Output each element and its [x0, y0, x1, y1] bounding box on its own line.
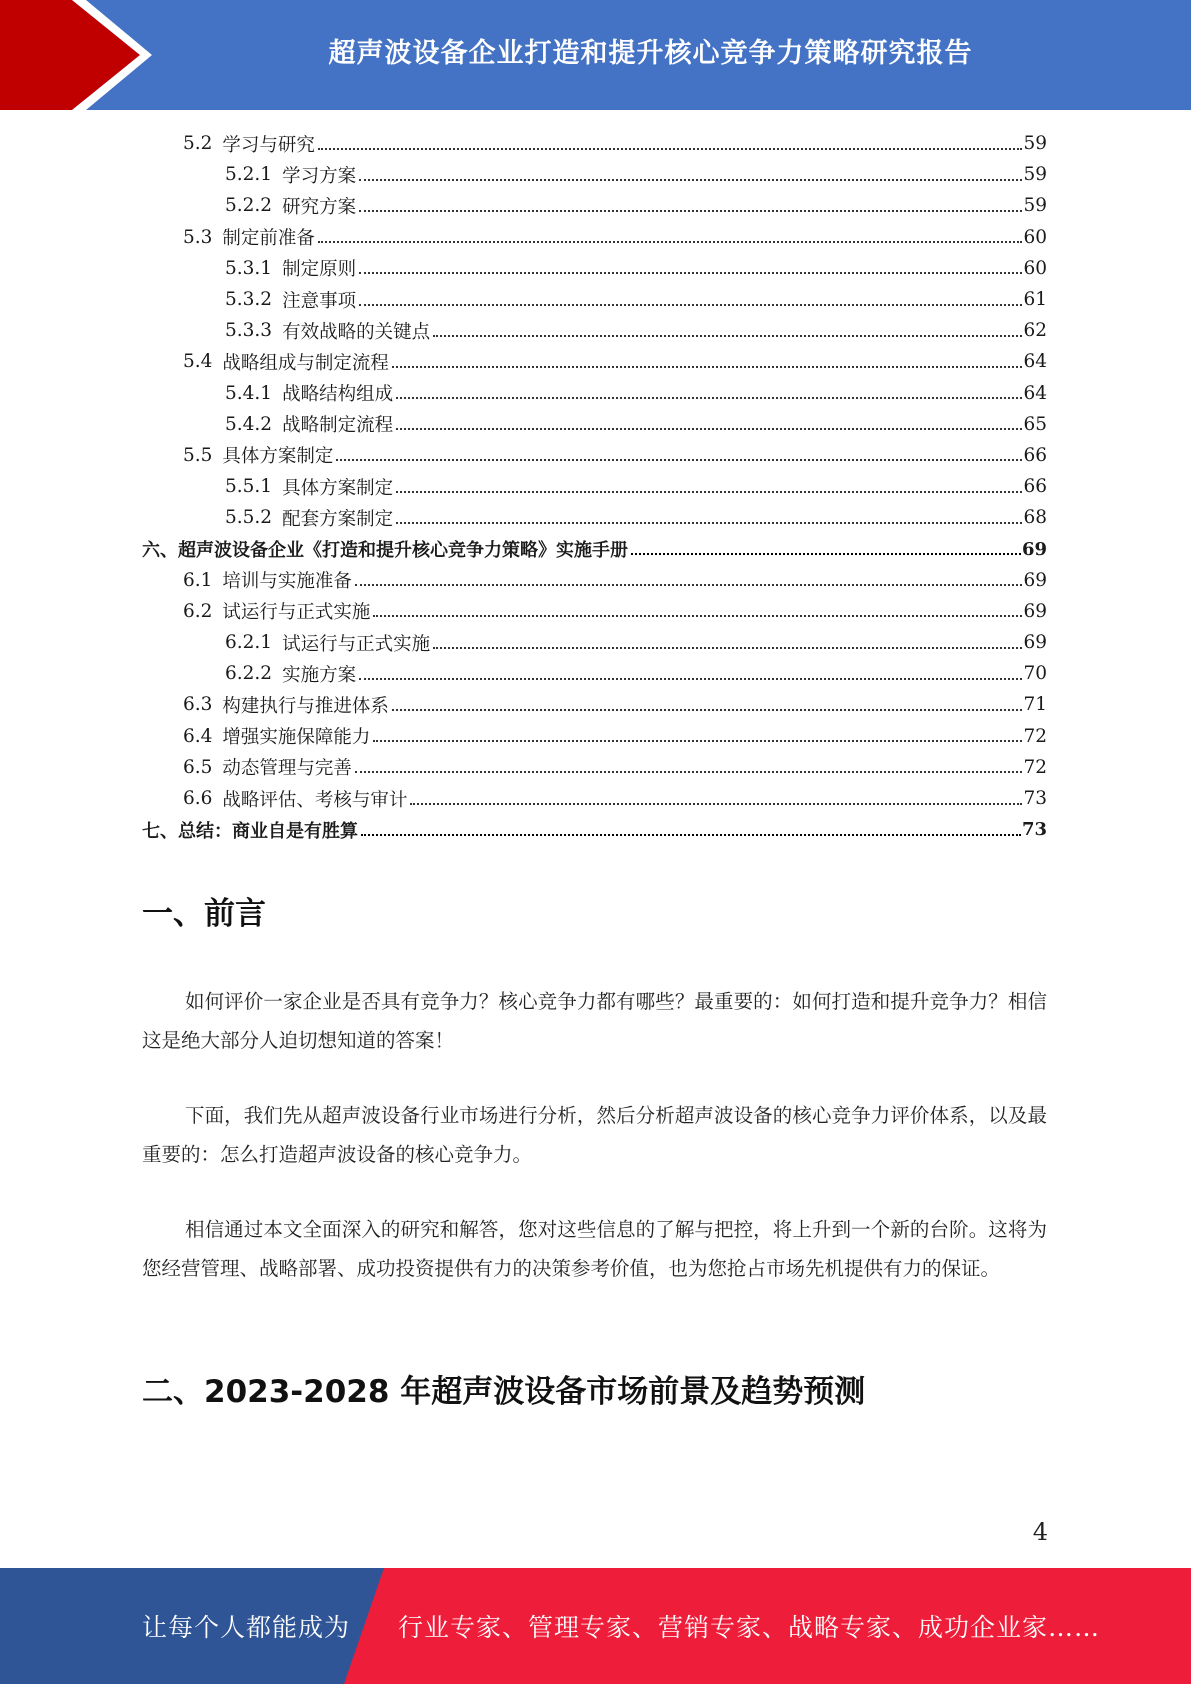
footer-slogan-right: 行业专家、管理专家、营销专家、战略专家、成功企业家……	[398, 1613, 1101, 1642]
toc-dot-leader	[631, 553, 1021, 555]
page-footer	[0, 1568, 1191, 1684]
section-heading-market-forecast: 二、2023-2028 年超声波设备市场前景及趋势预测	[142, 1374, 866, 1410]
toc-entry-page: 70	[1023, 663, 1047, 685]
toc-dot-leader	[318, 148, 1023, 150]
toc-entry-title: 战略评估、考核与审计	[222, 789, 408, 811]
toc-entry-page: 66	[1023, 444, 1047, 466]
toc-entry[interactable]	[142, 752, 1047, 783]
toc-entry-number: 6.5	[183, 756, 213, 778]
toc-entry[interactable]	[142, 721, 1047, 752]
toc-entry-page: 69	[1023, 632, 1047, 654]
toc-entry-page: 72	[1023, 756, 1047, 778]
toc-entry-number: 6.2.2	[225, 663, 273, 685]
toc-entry-title: 实施方案	[282, 664, 357, 686]
toc-entry-title: 有效战略的关键点	[282, 321, 431, 343]
toc-entry-page: 73	[1021, 819, 1047, 841]
toc-dot-leader	[318, 241, 1023, 243]
toc-entry-title: 战略组成与制定流程	[222, 352, 389, 374]
toc-entry-page: 71	[1023, 694, 1047, 716]
toc-entry-title: 试运行与正式实施	[282, 633, 431, 655]
toc-entry-number: 6.1	[183, 569, 213, 591]
toc-entry-number: 5.3.2	[225, 289, 273, 311]
toc-entry-page: 59	[1023, 195, 1047, 217]
toc-entry-title: 战略结构组成	[282, 384, 394, 406]
toc-entry-title: 制定原则	[282, 259, 357, 281]
toc-entry-page: 69	[1023, 569, 1047, 591]
toc-entry-number: 5.3	[183, 226, 213, 248]
toc-dot-leader	[433, 335, 1022, 337]
toc-dot-leader	[373, 615, 1022, 617]
toc-entry-page: 59	[1023, 133, 1047, 155]
toc-dot-leader	[336, 459, 1022, 461]
toc-entry[interactable]	[142, 783, 1047, 814]
section-heading-preface: 一、前言	[142, 896, 266, 932]
toc-dot-leader	[373, 740, 1022, 742]
toc-dot-leader	[396, 397, 1022, 399]
toc-entry-title: 具体方案制定	[282, 477, 394, 499]
toc-dot-leader	[410, 803, 1022, 805]
toc-entry[interactable]	[142, 658, 1047, 689]
toc-entry-number: 5.5.1	[225, 476, 273, 498]
toc-entry-title: 动态管理与完善	[222, 758, 352, 780]
toc-dot-leader	[359, 304, 1022, 306]
toc-entry-number: 5.4.2	[225, 413, 273, 435]
toc-entry-title: 增强实施保障能力	[222, 727, 371, 749]
toc-dot-leader	[396, 491, 1022, 493]
toc-entry-number: 6.4	[183, 725, 213, 747]
toc-entry[interactable]	[142, 128, 1047, 159]
toc-entry-number: 5.5.2	[225, 507, 273, 529]
toc-entry-number: 5.2.1	[225, 164, 273, 186]
toc-entry[interactable]	[142, 159, 1047, 190]
toc-entry[interactable]	[142, 284, 1047, 315]
toc-entry-title: 战略制定流程	[282, 415, 394, 437]
toc-dot-leader	[359, 179, 1022, 181]
header-title: 超声波设备企业打造和提升核心竞争力策略研究报告	[328, 37, 973, 69]
toc-entry-page: 59	[1023, 164, 1047, 186]
toc-entry-number: 5.4	[183, 351, 213, 373]
toc-entry[interactable]	[142, 814, 1047, 845]
toc-entry-number: 5.4.1	[225, 382, 273, 404]
toc-entry-page: 65	[1023, 413, 1047, 435]
toc-entry[interactable]	[142, 378, 1047, 409]
toc-entry-page: 64	[1023, 351, 1047, 373]
toc-entry-title: 培训与实施准备	[222, 571, 352, 593]
toc-entry-number: 6.3	[183, 694, 213, 716]
toc-entry-title: 注意事项	[282, 290, 357, 312]
toc-entry-page: 64	[1023, 382, 1047, 404]
toc-dot-leader	[355, 584, 1023, 586]
toc-dot-leader	[355, 771, 1023, 773]
toc-entry-page: 73	[1023, 788, 1047, 810]
toc-entry[interactable]	[142, 565, 1047, 596]
toc-entry[interactable]	[142, 253, 1047, 284]
toc-dot-leader	[361, 834, 1021, 836]
toc-entry-title: 七、总结：商业自是有胜算	[142, 820, 358, 842]
toc-entry-title: 制定前准备	[222, 228, 315, 250]
toc-dot-leader	[396, 428, 1022, 430]
toc-entry-number: 5.2.2	[225, 195, 273, 217]
toc-dot-leader	[396, 522, 1022, 524]
toc-entry-page: 60	[1023, 226, 1047, 248]
toc-entry-page: 60	[1023, 257, 1047, 279]
toc-entry[interactable]	[142, 627, 1047, 658]
page-number: 4	[1032, 1518, 1048, 1546]
toc-entry-page: 68	[1023, 507, 1047, 529]
toc-entry-number: 6.6	[183, 788, 213, 810]
toc-entry-title: 学习方案	[282, 165, 357, 187]
toc-entry-page: 66	[1023, 476, 1047, 498]
toc-entry-number: 5.3.3	[225, 320, 273, 342]
page-header	[0, 0, 1191, 110]
toc-entry-title: 具体方案制定	[222, 446, 334, 468]
toc-entry-number: 6.2.1	[225, 632, 273, 654]
toc-entry-page: 61	[1023, 289, 1047, 311]
toc-entry-page: 69	[1021, 538, 1047, 560]
toc-entry-page: 69	[1023, 600, 1047, 622]
paragraph: 相信通过本文全面深入的研究和解答，您对这些信息的了解与把控，将上升到一个新的台阶。这将为您经营管理、战略部署、成功投资提供有力的决策参考价值，也为您抢占市场先机提供有力的保证。	[142, 1218, 1047, 1280]
paragraph: 下面，我们先从超声波设备行业市场进行分析，然后分析超声波设备的核心竞争力评价体系，以及最重要的：怎么打造超声波设备的核心竞争力。	[142, 1104, 1047, 1166]
toc-entry-number: 5.5	[183, 444, 213, 466]
toc-entry[interactable]	[142, 596, 1047, 627]
toc-dot-leader	[359, 678, 1022, 680]
toc-entry[interactable]	[142, 222, 1047, 253]
toc-dot-leader	[359, 272, 1022, 274]
toc-entry[interactable]	[142, 502, 1047, 533]
toc-dot-leader	[392, 366, 1023, 368]
toc-entry[interactable]	[142, 315, 1047, 346]
toc-entry[interactable]	[142, 409, 1047, 440]
toc-entry-title: 试运行与正式实施	[222, 602, 371, 624]
toc-entry-number: 5.2	[183, 133, 213, 155]
toc-entry-page: 72	[1023, 725, 1047, 747]
toc-entry[interactable]	[142, 471, 1047, 502]
toc-entry-title: 学习与研究	[222, 134, 315, 156]
paragraph: 如何评价一家企业是否具有竞争力？核心竞争力都有哪些？最重要的：如何打造和提升竞争力？相信这是绝大部分人迫切想知道的答案！	[142, 990, 1047, 1052]
toc-entry[interactable]	[142, 346, 1047, 377]
toc-entry-page: 62	[1023, 320, 1047, 342]
toc-entry-title: 构建执行与推进体系	[222, 695, 389, 717]
toc-dot-leader	[433, 647, 1022, 649]
toc-entry[interactable]	[142, 689, 1047, 720]
toc-entry[interactable]	[142, 440, 1047, 471]
toc-dot-leader	[359, 210, 1022, 212]
toc-dot-leader	[392, 709, 1023, 711]
toc-entry[interactable]	[142, 533, 1047, 564]
table-of-contents	[142, 128, 1047, 845]
toc-entry-number: 5.3.1	[225, 257, 273, 279]
toc-entry-title: 六、超声波设备企业《打造和提升核心竞争力策略》实施手册	[142, 540, 628, 562]
toc-entry-title: 研究方案	[282, 196, 357, 218]
toc-entry-title: 配套方案制定	[282, 508, 394, 530]
toc-entry-number: 6.2	[183, 600, 213, 622]
footer-slogan-left: 让每个人都能成为	[142, 1613, 351, 1642]
toc-entry[interactable]	[142, 190, 1047, 221]
